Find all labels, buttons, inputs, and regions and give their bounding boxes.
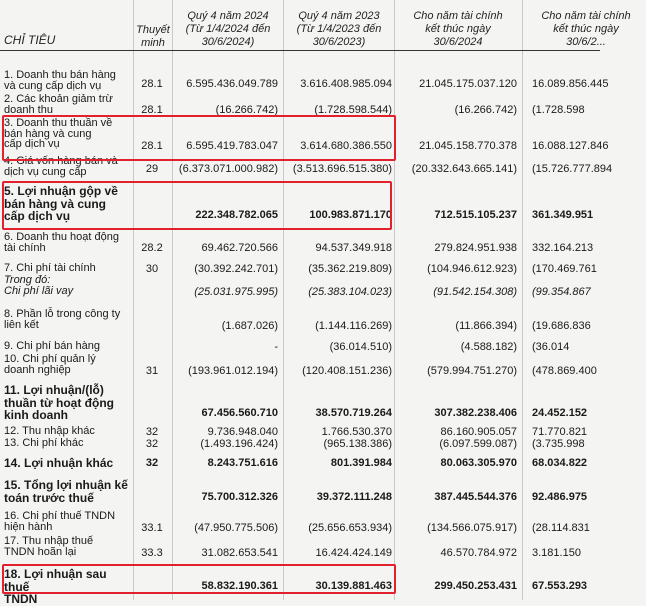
value-q4-2024: (6.373.071.000.982) xyxy=(178,163,278,175)
value-q4-2024: (25.031.975.995) xyxy=(194,286,278,298)
value-q4-2024: 6.595.436.049.789 xyxy=(186,78,278,90)
row-note: 29 xyxy=(145,163,159,175)
row-note: 28.1 xyxy=(141,140,163,152)
value-fy-2024: 712.515.105.237 xyxy=(434,209,517,221)
value-q4-2024: 69.462.720.566 xyxy=(201,242,278,254)
column-divider xyxy=(172,0,173,600)
row-label: 3. Doanh thu thuần về bán hàng và cung cấp dịch vụ xyxy=(4,117,113,150)
row-label: 16. Chi phí thuế TNDN hiện hành xyxy=(4,510,116,533)
row-label: 1. Doanh thu bán hàng và cung cấp dịch vụ xyxy=(4,69,116,92)
value-fy-2023: (15.726.777.894 xyxy=(532,163,613,175)
value-fy-2023: 67.553.293 xyxy=(532,580,588,592)
value-fy-2023: (28.114.831 xyxy=(532,522,590,534)
value-fy-2024: (104.946.612.923) xyxy=(427,263,517,275)
value-fy-2023: 361.349.951 xyxy=(532,209,594,221)
row-label: 11. Lợi nhuận/(lỗ) thuần từ hoạt động kinh doanh xyxy=(4,383,114,422)
value-fy-2024: 387.445.544.376 xyxy=(434,491,517,503)
value-q4-2023: (120.408.151.236) xyxy=(302,365,392,377)
row-note: 28.1 xyxy=(141,78,163,90)
value-fy-2023: 16.088.127.846 xyxy=(532,140,609,152)
row-note: 32 xyxy=(145,438,159,450)
row-label: 6. Doanh thu hoạt động tài chính xyxy=(4,231,119,254)
value-fy-2024: (91.542.154.308) xyxy=(433,286,517,298)
value-q4-2024: 75.700.312.326 xyxy=(201,491,278,503)
row-label: 8. Phần lỗ trong công ty liên kết xyxy=(4,308,121,331)
row-note: 28.1 xyxy=(141,104,163,116)
value-q4-2023: (25.383.104.023) xyxy=(308,286,392,298)
value-fy-2023: (3.735.998 xyxy=(532,438,585,450)
column-divider xyxy=(133,0,134,600)
value-q4-2023: 100.983.871.170 xyxy=(309,209,392,221)
value-fy-2023: (170.469.761 xyxy=(532,263,597,275)
row-label: 18. Lợi nhuận sau thuế TNDN xyxy=(4,567,107,606)
column-divider xyxy=(522,0,523,600)
row-label: 7. Chi phí tài chính xyxy=(4,262,96,274)
value-q4-2023: 3.616.408.985.094 xyxy=(300,78,392,90)
value-fy-2024: (579.994.751.270) xyxy=(427,365,517,377)
row-label: 12. Thu nhập khác xyxy=(4,425,95,437)
value-q4-2024: 9.736.948.040 xyxy=(207,426,278,438)
value-fy-2023: 332.164.213 xyxy=(532,242,594,254)
value-q4-2024: 31.082.653.541 xyxy=(201,547,278,559)
value-fy-2023: 92.486.975 xyxy=(532,491,588,503)
value-q4-2024: (16.266.742) xyxy=(215,104,278,116)
value-fy-2024: (16.266.742) xyxy=(454,104,517,116)
row-label: 9. Chi phí bán hàng xyxy=(4,340,101,352)
value-fy-2024: 307.382.238.406 xyxy=(434,407,517,419)
value-fy-2023: 68.034.822 xyxy=(532,457,588,469)
value-q4-2024: 222.348.782.065 xyxy=(195,209,278,221)
row-label: 13. Chi phí khác xyxy=(4,437,84,449)
value-fy-2024: (20.332.643.665.141) xyxy=(411,163,517,175)
value-fy-2024: 80.063.305.970 xyxy=(440,457,517,469)
value-q4-2023: (1.144.116.269) xyxy=(315,320,392,332)
value-fy-2024: 86.160.905.057 xyxy=(440,426,517,438)
value-q4-2024: (1.687.026) xyxy=(221,320,278,332)
value-fy-2023: 16.089.856.445 xyxy=(532,78,609,90)
value-fy-2024: (6.097.599.087) xyxy=(439,438,517,450)
value-q4-2023: (965.138.386) xyxy=(323,438,392,450)
row-label: Trong đó: Chi phí lãi vay xyxy=(4,274,74,297)
value-q4-2023: 38.570.719.264 xyxy=(315,407,392,419)
row-note: 33.3 xyxy=(141,547,163,559)
value-q4-2024: (30.392.242.701) xyxy=(194,263,278,275)
value-fy-2024: (11.866.394) xyxy=(455,320,517,332)
value-fy-2023: (478.869.400 xyxy=(532,365,597,377)
value-fy-2024: 21.045.175.037.120 xyxy=(419,78,517,90)
value-q4-2024: 67.456.560.710 xyxy=(201,407,278,419)
header-thuyet-minh: Thuyết minh xyxy=(136,24,170,49)
value-q4-2023: 94.537.349.918 xyxy=(315,242,392,254)
column-divider xyxy=(394,0,395,600)
row-label: 5. Lợi nhuận gộp về bán hàng và cung cấp dịch vụ xyxy=(4,184,118,223)
row-note: 30 xyxy=(145,263,159,275)
value-q4-2024: (47.950.775.506) xyxy=(194,522,278,534)
value-q4-2024: - xyxy=(274,341,278,353)
header-q4-2024: Quý 4 năm 2024 (Từ 1/4/2024 đến 30/6/2024) xyxy=(185,10,271,48)
value-q4-2023: 16.424.424.149 xyxy=(315,547,392,559)
value-q4-2023: (3.513.696.515.380) xyxy=(292,163,392,175)
value-fy-2024: (134.566.075.917) xyxy=(427,522,517,534)
row-note: 33.1 xyxy=(141,522,163,534)
row-note: 32 xyxy=(145,426,159,438)
header-fy-2024: Cho năm tài chính kết thúc ngày 30/6/2024 xyxy=(413,10,503,48)
value-fy-2024: (4.588.182) xyxy=(460,341,517,353)
value-fy-2023: 24.452.152 xyxy=(532,407,588,419)
highlight-net-revenue xyxy=(2,115,396,161)
row-note: 32 xyxy=(145,457,159,469)
row-label: 10. Chi phí quản lý doanh nghiệp xyxy=(4,353,96,376)
row-note: 28.2 xyxy=(141,242,163,254)
value-q4-2024: 8.243.751.616 xyxy=(207,457,278,469)
value-fy-2023: 71.770.821 xyxy=(532,426,588,438)
value-fy-2023: 3.181.150 xyxy=(532,547,581,559)
value-fy-2023: (1.728.598 xyxy=(532,104,585,116)
value-q4-2024: 6.595.419.783.047 xyxy=(186,140,278,152)
column-divider xyxy=(283,0,284,600)
value-fy-2024: 46.570.784.972 xyxy=(440,547,517,559)
row-label: 14. Lợi nhuận khác xyxy=(4,456,114,470)
value-q4-2024: (1.493.196.424) xyxy=(200,438,278,450)
highlight-gross-profit xyxy=(2,181,392,230)
value-q4-2023: (36.014.510) xyxy=(329,341,392,353)
row-label: 17. Thu nhập thuế TNDN hoãn lại xyxy=(4,535,94,558)
value-q4-2023: 1.766.530.370 xyxy=(321,426,392,438)
value-q4-2023: (25.656.653.934) xyxy=(308,522,392,534)
value-q4-2024: 58.832.190.361 xyxy=(201,580,278,592)
header-q4-2023: Quý 4 năm 2023 (Từ 1/4/2023 đến 30/6/2023) xyxy=(296,10,382,48)
value-q4-2023: 39.372.111.248 xyxy=(316,491,392,503)
value-fy-2023: (19.686.836 xyxy=(532,320,591,332)
header-rule xyxy=(0,50,600,51)
value-fy-2023: (99.354.867 xyxy=(532,286,591,298)
header-chi-tieu: CHỈ TIÊU xyxy=(4,33,56,47)
value-q4-2023: (35.362.219.809) xyxy=(308,263,392,275)
highlight-net-profit xyxy=(2,564,396,594)
row-label: 4. Giá vốn hàng bán và dịch vụ cung cấp xyxy=(4,155,118,178)
value-q4-2023: 801.391.984 xyxy=(330,457,392,469)
row-label: 2. Các khoản giảm trừ doanh thu xyxy=(4,93,113,116)
value-fy-2024: 21.045.158.770.378 xyxy=(419,140,517,152)
value-fy-2024: 299.450.253.431 xyxy=(434,580,517,592)
value-q4-2024: (193.961.012.194) xyxy=(188,365,278,377)
value-q4-2023: (1.728.598.544) xyxy=(314,104,392,116)
value-fy-2024: 279.824.951.938 xyxy=(434,242,517,254)
row-note: 31 xyxy=(145,365,159,377)
row-label: 15. Tổng lợi nhuận kế toán trước thuế xyxy=(4,478,128,505)
header-fy-2023: Cho năm tài chính kết thúc ngày 30/6/2... xyxy=(541,10,631,48)
value-q4-2023: 3.614.680.386.550 xyxy=(300,140,392,152)
value-fy-2023: (36.014 xyxy=(532,341,570,353)
value-q4-2023: 30.139.881.463 xyxy=(315,580,392,592)
